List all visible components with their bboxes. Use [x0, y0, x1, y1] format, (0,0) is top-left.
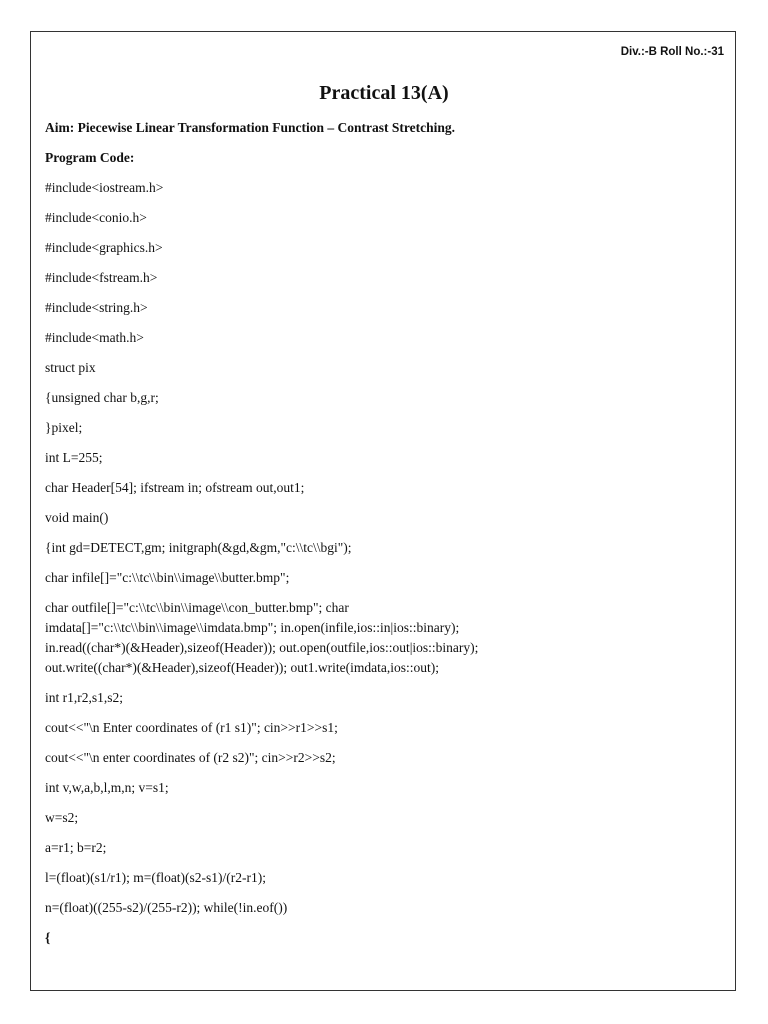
code-line: cout<<"\n enter coordinates of (r2 s2)"; cin>>r2>>s2; [45, 750, 336, 765]
page-frame [30, 31, 736, 991]
page-title: Practical 13(A) [319, 82, 449, 104]
code-line: cout<<"\n Enter coordinates of (r1 s1)"; cin>>r1>>s1; [45, 720, 338, 735]
code-line: out.write((char*)(&Header),sizeof(Header)); out1.write(imdata,ios::out); [45, 660, 439, 675]
code-line: char outfile[]="c:\\tc\\bin\\image\\con_butter.bmp"; char [45, 600, 349, 615]
code-line: int v,w,a,b,l,m,n; v=s1; [45, 780, 169, 795]
code-line: void main() [45, 510, 109, 525]
code-line: n=(float)((255-s2)/(255-r2)); while(!in.eof()) [45, 900, 288, 915]
code-line: int L=255; [45, 450, 103, 465]
code-line: #include<math.h> [45, 330, 144, 345]
code-line: {unsigned char b,g,r; [45, 390, 159, 405]
code-line: {int gd=DETECT,gm; initgraph(&gd,&gm,"c:\\tc\\bgi"); [45, 540, 352, 555]
code-line: #include<iostream.h> [45, 180, 164, 195]
aim-line: Aim: Piecewise Linear Transformation Function – Contrast Stretching. [45, 120, 455, 135]
code-line: struct pix [45, 360, 96, 375]
code-line: char infile[]="c:\\tc\\bin\\image\\butter.bmp"; [45, 570, 290, 585]
roll-number-header: Div.:-B Roll No.:-31 [620, 46, 724, 58]
code-line: int r1,r2,s1,s2; [45, 690, 124, 705]
code-line: imdata[]="c:\\tc\\bin\\image\\imdata.bmp"; in.open(infile,ios::in|ios::binary); [45, 620, 460, 635]
code-line: #include<fstream.h> [45, 270, 158, 285]
code-line: { [45, 930, 51, 945]
code-line: w=s2; [45, 810, 79, 825]
code-line: l=(float)(s1/r1); m=(float)(s2-s1)/(r2-r1); [45, 870, 267, 885]
code-line: }pixel; [45, 420, 83, 435]
code-line: #include<graphics.h> [45, 240, 163, 255]
code-line: char Header[54]; ifstream in; ofstream out,out1; [45, 480, 305, 495]
code-line: in.read((char*)(&Header),sizeof(Header)); out.open(outfile,ios::out|ios::binary); [45, 640, 479, 655]
program-code-heading: Program Code: [45, 150, 135, 165]
code-line: #include<string.h> [45, 300, 148, 315]
code-line: a=r1; b=r2; [45, 840, 107, 855]
code-line: #include<conio.h> [45, 210, 147, 225]
